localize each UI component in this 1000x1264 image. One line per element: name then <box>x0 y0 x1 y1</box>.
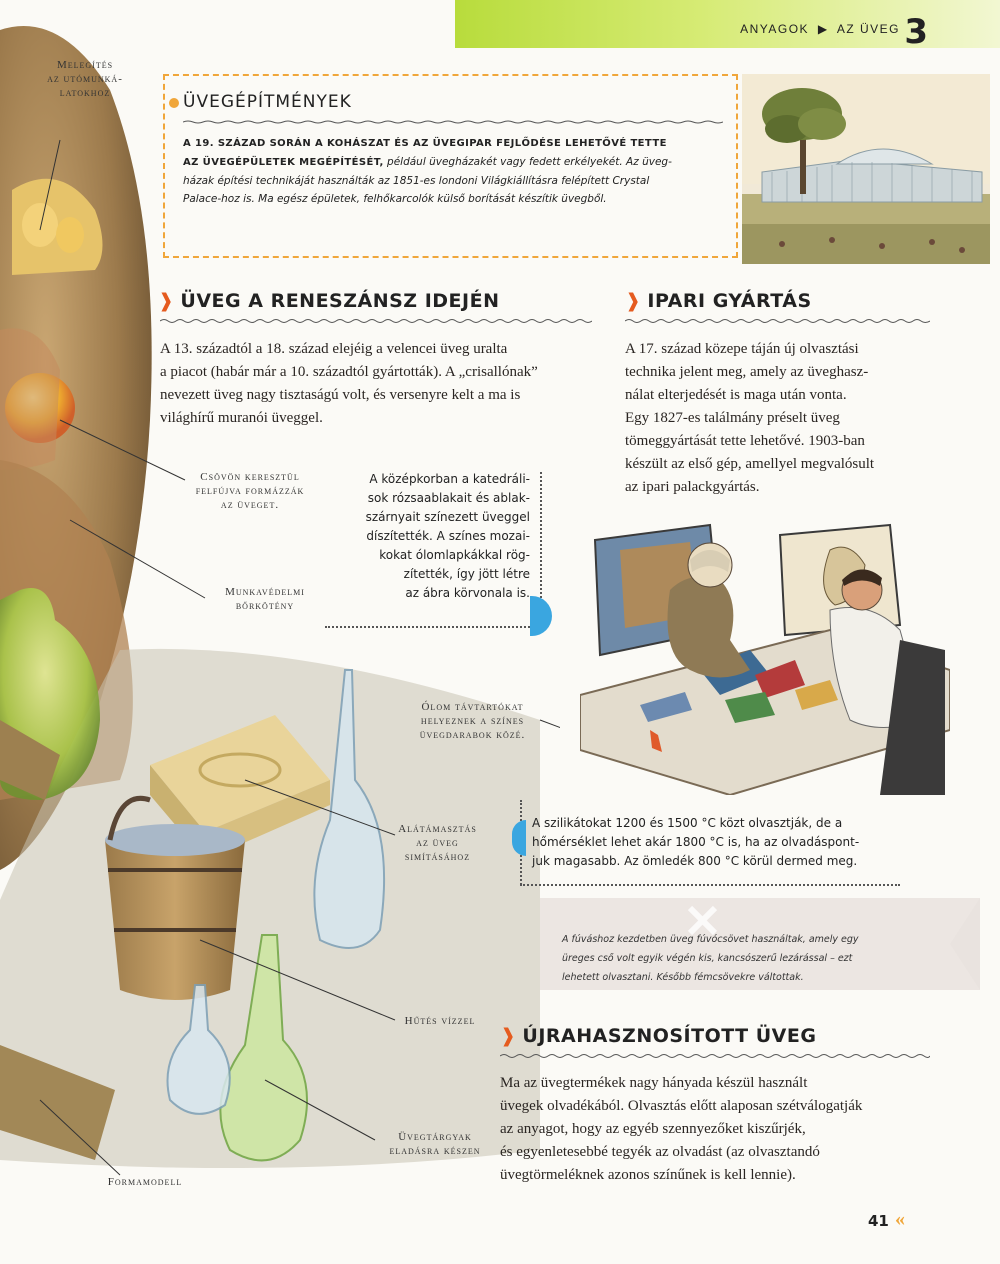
renaissance-body <box>160 338 600 430</box>
note-line: zítették, így jött létre <box>403 567 530 581</box>
note-line: hőmérséklet lehet akár 1800 °C is, ha az olvadáspont- <box>532 835 860 849</box>
body-line: az anyagot, hogy az egyéb szennyezőket kiszűrjék, <box>500 1121 806 1137</box>
callout-line: Csövön keresztül <box>200 471 300 483</box>
callout-line: simításához <box>404 851 471 863</box>
callout-csovon <box>175 470 325 512</box>
body-line: az ipari palackgyártás. <box>625 479 760 495</box>
wavy-rule <box>183 120 723 124</box>
body-line: tömeggyártását tette lehetővé. 1903-ban <box>625 433 865 449</box>
double-chevron-left-icon[interactable]: « <box>895 1208 905 1230</box>
callout-munkavedelmi <box>205 585 325 613</box>
body-line: nevezett üveg nagy tisztaságú volt, és versenyre kelt a ma is <box>160 387 521 403</box>
note-line: az ábra körvonala is. <box>405 586 530 600</box>
body-line: Ma az üvegtermékek nagy hányada készül használt <box>500 1075 808 1091</box>
callout-line: az üveg <box>416 837 459 849</box>
wavy-rule <box>500 1053 930 1059</box>
section-title-recycled <box>500 1025 816 1047</box>
body-line: készült az első gép, amellyel megvalósult <box>625 456 875 472</box>
section-title-renaissance <box>158 290 499 312</box>
body-line: a piacot (habár már a 10. századtól gyártották). A „crisallónak” <box>160 364 538 380</box>
body-line: nálat elterjedését is maga után vonta. <box>625 387 847 403</box>
silicate-note <box>532 814 902 871</box>
callout-alatamasztas <box>385 822 490 864</box>
middle-note <box>330 470 530 603</box>
callout-line: üvegdarabok közé. <box>419 729 526 741</box>
info-box-title: ÜVEGÉPÍTMÉNYEK <box>183 92 352 112</box>
callout-line: Alátámasztás <box>398 823 477 835</box>
callout-line: bőrkötény <box>235 600 295 612</box>
info-line: házak építési technikáját használták az 1851-es londoni Világkiállításra felépített Crystal <box>183 175 650 187</box>
callout-line: felfújva formázzák <box>195 485 305 497</box>
note-line: sok rózsaablakait és ablak- <box>367 491 530 505</box>
note-line: szárnyait színezett üveggel <box>365 510 530 524</box>
wavy-rule <box>160 318 592 324</box>
info-lead-line: AZ ÜVEGÉPÜLETEK MEGÉPÍTÉSÉT, <box>183 157 384 168</box>
body-line: technika jelent meg, amely az üveghasz- <box>625 364 869 380</box>
callout-uvegtargyak <box>375 1130 495 1158</box>
page-number: 41 <box>868 1212 889 1230</box>
section-title-text: IPARI GYÁRTÁS <box>647 290 812 312</box>
body-line: Egy 1827-es találmány préselt üveg <box>625 410 840 426</box>
callout-line: latokhoz <box>59 87 111 99</box>
dotted-border <box>325 626 541 628</box>
callout-formamodell <box>90 1175 200 1189</box>
stained-glass-workshop-illustration <box>580 520 950 795</box>
chevron-right-icon: ❱ <box>625 290 642 312</box>
note-line: A fúváshoz kezdetben üveg fúvócsövet használtak, amely egy <box>562 934 859 945</box>
dotted-border <box>520 884 900 886</box>
callout-line: Melegítés <box>56 59 114 71</box>
callout-line: Ólom távtartókat <box>421 701 524 713</box>
callout-line: az üveget. <box>220 499 280 511</box>
body-line: világhírű muranói üveggel. <box>160 410 323 426</box>
chevron-right-icon: ❱ <box>158 290 175 312</box>
callout-line: Üvegtárgyak <box>398 1131 472 1143</box>
callout-line: helyeznek a színes <box>420 715 525 727</box>
industrial-body <box>625 338 945 499</box>
bullet-dot-icon <box>169 98 179 108</box>
callout-hutes <box>390 1014 490 1028</box>
breadcrumb-topic[interactable]: AZ ÜVEG <box>836 22 900 36</box>
note-line: díszítették. A színes mozai- <box>366 529 530 543</box>
callout-line: az utómunká- <box>47 73 123 85</box>
note-line: A középkorban a katedráli- <box>369 472 530 486</box>
body-line: A 17. század közepe táján új olvasztási <box>625 341 859 357</box>
note-line: juk magasabb. Az ömledék 800 °C körül dermed meg. <box>532 854 858 868</box>
callout-olom <box>405 700 540 742</box>
callout-melegites <box>35 58 135 100</box>
body-line: és egyenletesebbé tegyék az olvadást (az olvasztandó <box>500 1144 820 1160</box>
chevron-right-icon: ❱ <box>500 1025 517 1047</box>
body-line: üvegek olvadékából. Olvasztás előtt alaposan szétválogatják <box>500 1098 863 1114</box>
info-box-text <box>183 135 723 208</box>
section-title-text: ÚJRAHASZNOSÍTOTT ÜVEG <box>522 1025 817 1047</box>
recycled-body <box>500 1072 940 1187</box>
body-line: A 13. századtól a 18. század elejéig a velencei üveg uralta <box>160 341 508 357</box>
info-lead-line: A 19. SZÁZAD SORÁN A KOHÁSZAT ÉS AZ ÜVEGIPAR FEJLŐDÉSE LEHETŐVÉ TETTE <box>183 138 667 149</box>
wavy-rule <box>625 318 930 324</box>
info-line: például üvegházakét vagy fedett erkélyekét. Az üveg- <box>383 156 672 168</box>
section-title-text: ÜVEG A RENESZÁNSZ IDEJÉN <box>180 290 500 312</box>
callout-line: Formamodell <box>107 1176 183 1188</box>
breadcrumb-arrow-icon: ▶ <box>817 22 829 36</box>
chapter-number: 3 <box>904 12 928 52</box>
tip-note <box>562 930 892 987</box>
info-line: Palace-hoz is. Ma egész épületek, felhőkarcolók külső borítását készítik üvegből. <box>183 193 607 205</box>
callout-line: eladásra készen <box>389 1145 481 1157</box>
crystal-palace-painting <box>742 74 990 264</box>
note-line: lehetett olvasztani. Később fémcsövekre váltottak. <box>562 972 804 983</box>
section-title-industrial <box>625 290 812 312</box>
breadcrumb-section[interactable]: ANYAGOK <box>740 22 810 36</box>
callout-line: Hűtés vízzel <box>404 1015 476 1027</box>
note-line: üreges cső volt egyik végén kis, kancsószerű lezárással – ezt <box>562 953 853 964</box>
note-tab-marker <box>512 820 526 856</box>
callout-line: Munkavédelmi <box>225 586 305 598</box>
breadcrumb <box>740 22 900 36</box>
note-line: kokat ólomlapkákkal rög- <box>379 548 530 562</box>
body-line: üvegtörmeléknek azonos színűnek is kell lennie). <box>500 1167 796 1183</box>
note-line: A szilikátokat 1200 és 1500 °C közt olvasztják, de a <box>532 816 843 830</box>
